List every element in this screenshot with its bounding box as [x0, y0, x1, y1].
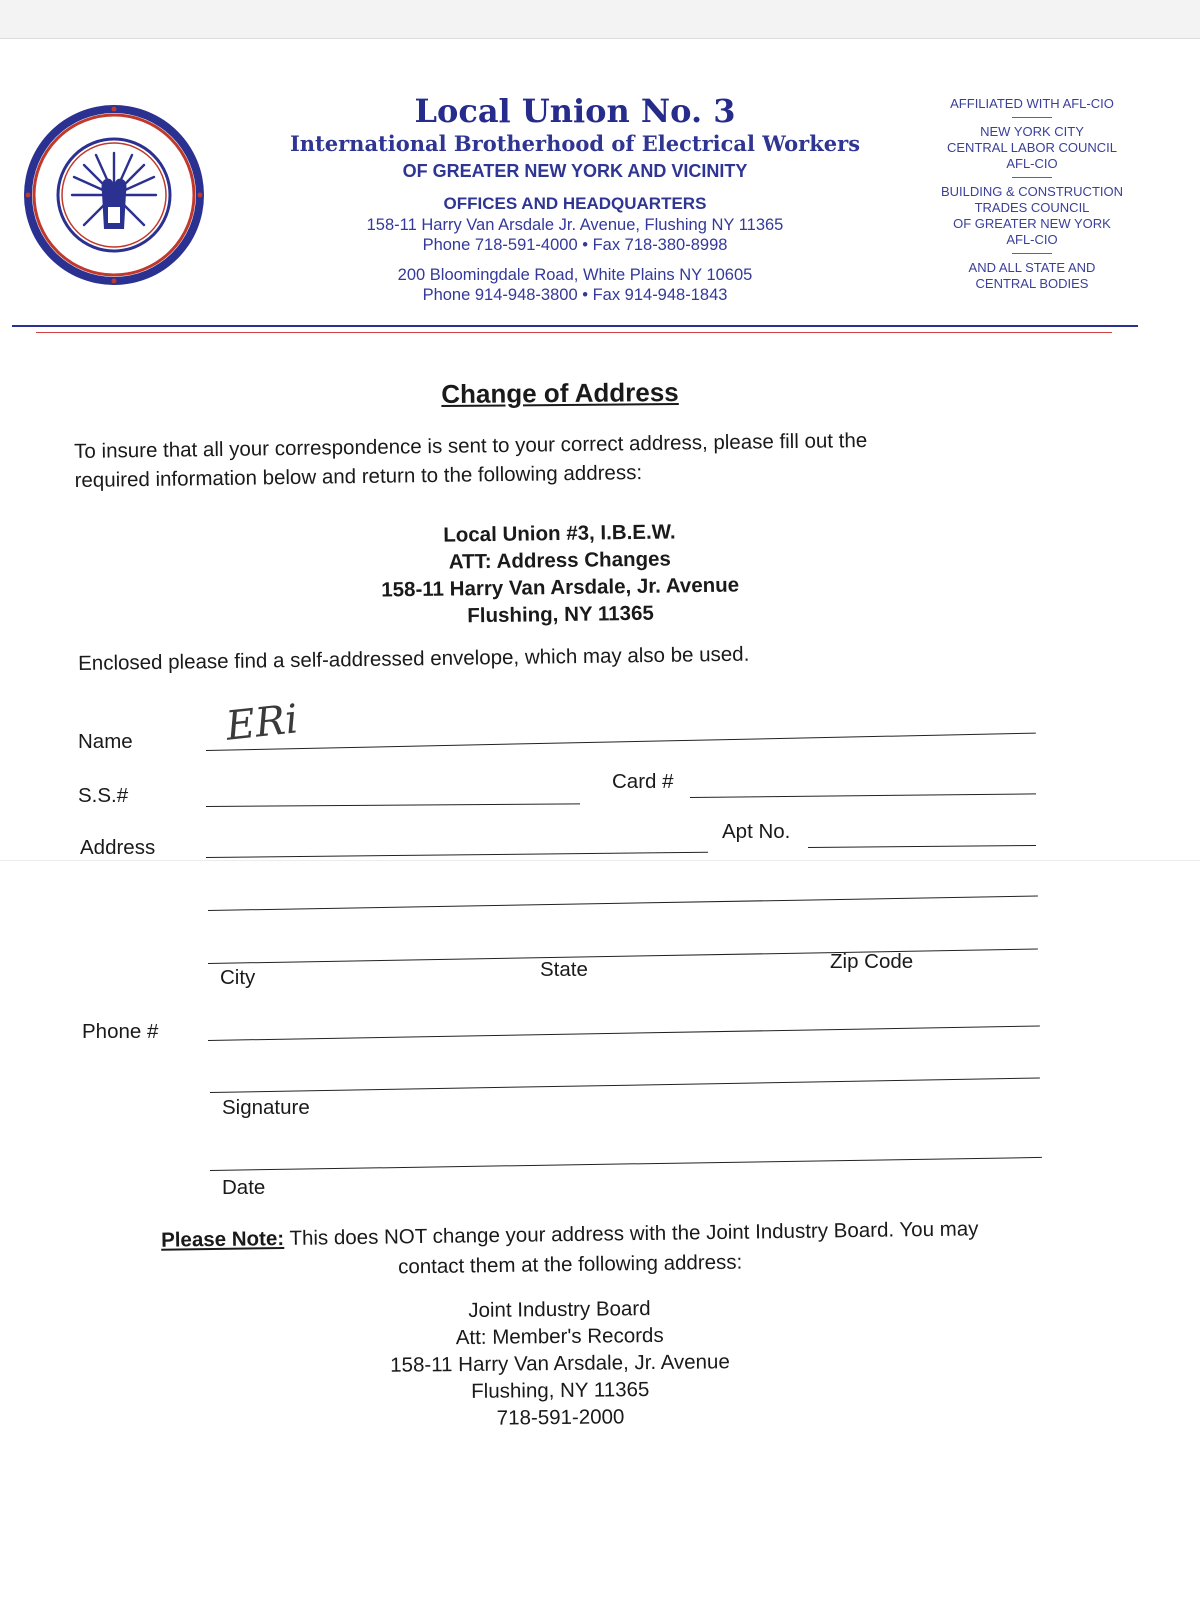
- address-label: Address: [80, 836, 156, 859]
- union-subtitle: International Brotherhood of Electrical Workers: [289, 131, 861, 156]
- date-label: Date: [222, 1176, 266, 1199]
- intro-line-2: required information below and return to the following address:: [74, 461, 643, 492]
- letterhead: [230, 92, 920, 305]
- state-label: State: [540, 958, 588, 981]
- affiliation-bctc-line2: TRADES COUNCIL: [974, 200, 1090, 215]
- enclosed-note: Enclosed please find a self-addressed envelope, which may also be used.: [78, 642, 750, 675]
- affiliation-state-line1: AND ALL STATE AND: [968, 260, 1096, 275]
- card-field-line[interactable]: [690, 793, 1036, 798]
- please-note-line2: contact them at the following address:: [397, 1250, 743, 1279]
- please-note: [110, 1214, 1031, 1287]
- office2-phone: Phone 914-948-3800 • Fax 914-948-1843: [422, 286, 728, 304]
- signature-label: Signature: [222, 1096, 310, 1119]
- scan-top-edge: [0, 0, 1200, 39]
- return-address: [319, 517, 800, 632]
- letterhead-rule-red: [36, 332, 1112, 333]
- jib-line3: 158-11 Harry Van Arsdale, Jr. Avenue: [390, 1350, 730, 1377]
- return-address-line2: ATT: Address Changes: [448, 547, 672, 574]
- union-title: Local Union No. 3: [414, 92, 736, 130]
- jib-line4: Flushing, NY 11365: [471, 1378, 650, 1403]
- affiliation-bctc-line3: OF GREATER NEW YORK: [953, 216, 1111, 231]
- return-address-line4: Flushing, NY 11365: [467, 601, 654, 628]
- apt-label: Apt No.: [722, 820, 791, 843]
- affiliations: [926, 96, 1138, 292]
- please-note-line1: This does NOT change your address with the Joint Industry Board. You may: [283, 1217, 979, 1250]
- intro-line-1: To insure that all your correspondence is sent to your correct address, please fill out the: [74, 428, 868, 463]
- signature-field-line[interactable]: [210, 1078, 1040, 1093]
- ss-label: S.S.#: [78, 784, 129, 807]
- city-state-zip-line[interactable]: [208, 949, 1038, 964]
- return-address-line3: 158-11 Harry Van Arsdale, Jr. Avenue: [381, 573, 740, 602]
- affiliation-nyc-line2: CENTRAL LABOR COUNCIL: [947, 140, 1117, 155]
- affiliation-nyc-line3: AFL-CIO: [1006, 156, 1058, 171]
- jib-line1: Joint Industry Board: [468, 1297, 651, 1322]
- zip-label: Zip Code: [830, 950, 914, 973]
- affiliation-bctc-line4: AFL-CIO: [1006, 232, 1058, 247]
- jib-line5: 718-591-2000: [496, 1405, 625, 1430]
- phone-field-line[interactable]: [208, 1025, 1040, 1041]
- affiliation-state-line2: CENTRAL BODIES: [975, 276, 1089, 291]
- union-region: OF GREATER NEW YORK AND VICINITY: [402, 161, 748, 181]
- intro-text: [74, 424, 975, 495]
- form-heading: Change of Address: [441, 376, 679, 410]
- card-label: Card #: [612, 770, 674, 793]
- return-address-line1: Local Union #3, I.B.E.W.: [443, 520, 676, 547]
- affiliation-nyc-line1: NEW YORK CITY: [980, 124, 1084, 139]
- jib-line2: Att: Member's Records: [455, 1323, 664, 1350]
- name-handwritten-value: ERi: [223, 696, 301, 750]
- ss-field-line[interactable]: [206, 803, 580, 807]
- office2-address: 200 Bloomingdale Road, White Plains NY 10605: [397, 266, 753, 284]
- affiliation-bctc-line1: BUILDING & CONSTRUCTION: [940, 184, 1123, 199]
- affiliation-afl-cio: AFFILIATED WITH AFL-CIO: [950, 96, 1114, 111]
- office1-phone: Phone 718-591-4000 • Fax 718-380-8998: [422, 236, 728, 254]
- address-field-line[interactable]: [206, 852, 708, 858]
- address-line-2[interactable]: [208, 896, 1038, 911]
- city-label: City: [220, 966, 256, 989]
- paper-fold: [0, 860, 1200, 861]
- phone-label: Phone #: [82, 1020, 159, 1043]
- name-field-line[interactable]: [206, 733, 1036, 751]
- apt-field-line[interactable]: [808, 845, 1036, 848]
- office1-address: 158-11 Harry Van Arsdale Jr. Avenue, Flushing NY 11365: [366, 216, 784, 234]
- please-note-label: Please Note:: [160, 1226, 285, 1252]
- ibew-seal-logo: [14, 97, 214, 297]
- name-label: Name: [78, 730, 133, 753]
- offices-heading: OFFICES AND HEADQUARTERS: [443, 194, 707, 213]
- date-field-line[interactable]: [210, 1157, 1042, 1171]
- joint-industry-board-address: [339, 1294, 780, 1434]
- letterhead-rule-blue: [12, 325, 1138, 327]
